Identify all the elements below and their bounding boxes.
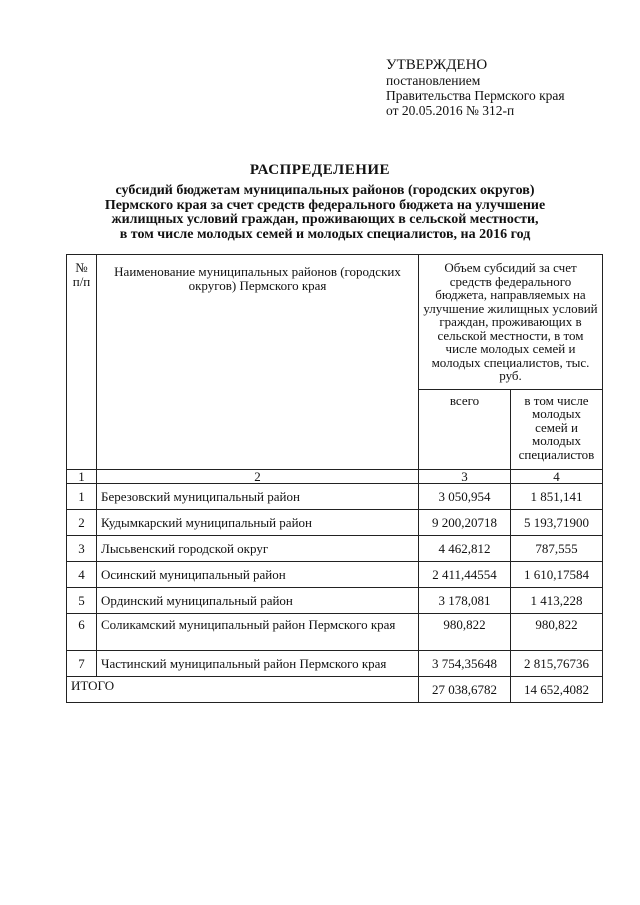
table-row bbox=[67, 510, 603, 536]
row-district: Частинский муниципальный район Пермского края bbox=[97, 651, 419, 677]
subtitle-line: субсидий бюджетам муниципальных районов (городских округов) bbox=[115, 183, 535, 198]
column-number: 3 bbox=[419, 469, 511, 484]
row-district: Кудымкарский муниципальный район bbox=[97, 510, 419, 536]
row-total: 9 200,20718 bbox=[419, 510, 511, 536]
row-number: 1 bbox=[67, 484, 97, 510]
approval-line-government: Правительства Пермского края bbox=[386, 88, 565, 103]
row-district: Ординский муниципальный район bbox=[97, 588, 419, 614]
row-young: 980,822 bbox=[511, 614, 603, 651]
row-total: 980,822 bbox=[419, 614, 511, 651]
header-num: № п/п bbox=[67, 255, 97, 470]
column-number: 4 bbox=[511, 469, 603, 484]
subtitle-line: в том числе молодых семей и молодых специалистов, на 2016 год bbox=[119, 226, 531, 242]
totals-young: 14 652,4082 bbox=[511, 677, 603, 703]
row-number: 6 bbox=[67, 614, 97, 651]
subtitle-line: Пермского края за счет средств федерального бюджета на улучшение bbox=[104, 197, 546, 213]
row-district: Осинский муниципальный район bbox=[97, 562, 419, 588]
row-number: 3 bbox=[67, 536, 97, 562]
header-name: Наименование муниципальных районов (городских округов) Пермского края bbox=[97, 255, 419, 470]
document-title: РАСПРЕДЕЛЕНИЕ bbox=[249, 162, 391, 178]
subsidy-table bbox=[66, 254, 603, 703]
approval-title: УТВЕРЖДЕНО bbox=[386, 57, 488, 73]
header-volume: Объем субсидий за счет средств федерального бюджета, направляемых на улучшение жилищных условий граждан, проживающих в сельской местности, в том числе молодых семей и молодых специалистов, тыс. руб. bbox=[419, 255, 603, 390]
totals-row bbox=[67, 677, 603, 703]
approval-line-resolution: постановлением bbox=[386, 73, 481, 88]
totals-total: 27 038,6782 bbox=[419, 677, 511, 703]
table-header-row bbox=[67, 255, 603, 390]
subtitle-line: жилищных условий граждан, проживающих в сельской местности, bbox=[111, 212, 539, 227]
table-row bbox=[67, 562, 603, 588]
row-young: 1 851,141 bbox=[511, 484, 603, 510]
table-row bbox=[67, 484, 603, 510]
column-number-row bbox=[67, 469, 603, 484]
row-young: 2 815,76736 bbox=[511, 651, 603, 677]
row-total: 3 754,35648 bbox=[419, 651, 511, 677]
row-total: 3 050,954 bbox=[419, 484, 511, 510]
totals-label: ИТОГО bbox=[67, 677, 419, 703]
header-total: всего bbox=[419, 389, 511, 469]
column-number: 2 bbox=[97, 469, 419, 484]
table-row bbox=[67, 588, 603, 614]
table-row bbox=[67, 614, 603, 651]
row-young: 1 413,228 bbox=[511, 588, 603, 614]
row-district: Лысьвенский городской округ bbox=[97, 536, 419, 562]
row-total: 2 411,44554 bbox=[419, 562, 511, 588]
row-district: Соликамский муниципальный район Пермского края bbox=[97, 614, 419, 651]
row-number: 7 bbox=[67, 651, 97, 677]
approval-stamp bbox=[386, 58, 565, 118]
row-total: 3 178,081 bbox=[419, 588, 511, 614]
document-subtitle bbox=[80, 184, 570, 242]
row-young: 5 193,71900 bbox=[511, 510, 603, 536]
header-young: в том числе молодых семей и молодых специалистов bbox=[511, 389, 603, 469]
column-number: 1 bbox=[67, 469, 97, 484]
row-young: 1 610,17584 bbox=[511, 562, 603, 588]
table-row bbox=[67, 536, 603, 562]
row-number: 5 bbox=[67, 588, 97, 614]
row-number: 2 bbox=[67, 510, 97, 536]
table-row bbox=[67, 651, 603, 677]
row-young: 787,555 bbox=[511, 536, 603, 562]
row-total: 4 462,812 bbox=[419, 536, 511, 562]
approval-line-date: от 20.05.2016 № 312-п bbox=[386, 103, 515, 118]
row-district: Березовский муниципальный район bbox=[97, 484, 419, 510]
row-number: 4 bbox=[67, 562, 97, 588]
